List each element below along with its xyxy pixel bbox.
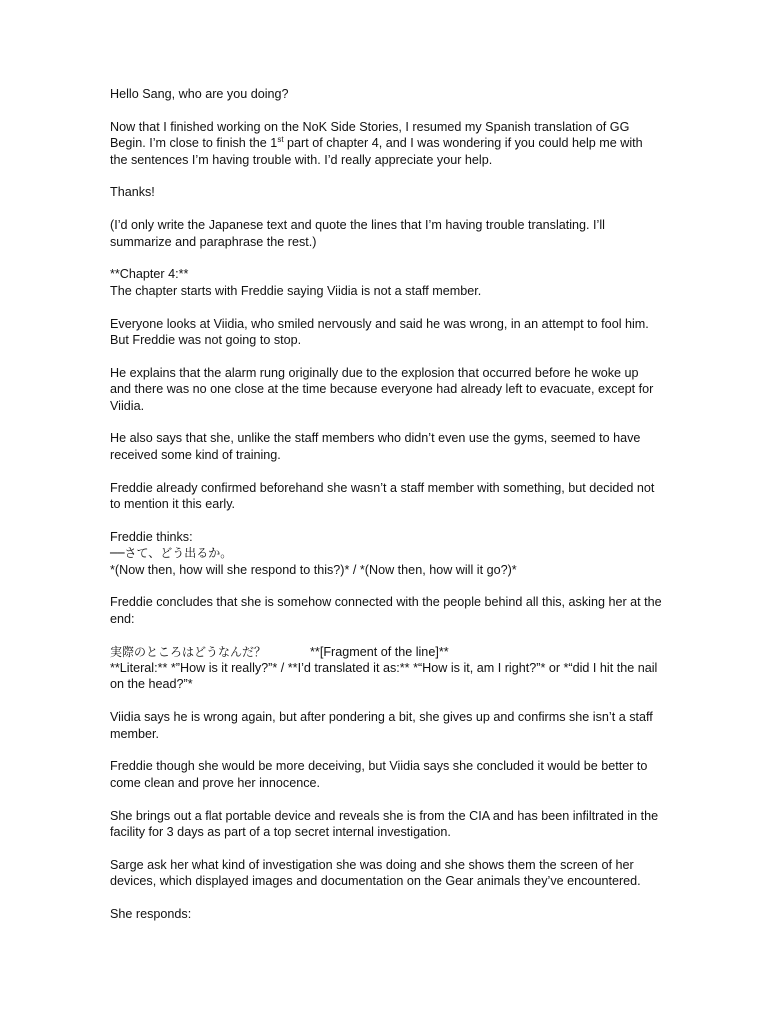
intro-paragraph	[110, 119, 662, 168]
quote-block	[110, 644, 662, 693]
thinks-japanese-line: ──さて、どう出るか。	[110, 546, 233, 561]
paragraph-alarm: He explains that the alarm rung originally due to the explosion that occurred before he woke up and there was no one close at the time because everyone had already left to evacuate, except for Viidia.	[110, 365, 654, 413]
paragraph-cia: She brings out a flat portable device and reveals she is from the CIA and has been infiltrated in the facility for 3 days as part of a top secret internal investigation.	[110, 808, 659, 840]
thinks-label: Freddie thinks:	[110, 529, 193, 544]
thanks-line: Thanks!	[110, 185, 155, 200]
responds-line: She responds:	[110, 907, 192, 922]
translation-note: (I’d only write the Japanese text and quote the lines that I’m having trouble translating. I’ll summarize and paraphrase the rest.)	[110, 218, 605, 249]
paragraph-viidia: Viidia says he is wrong again, but after pondering a bit, she gives up and confirms she isn’t a staff member.	[110, 710, 653, 741]
ordinal-superscript: st	[277, 135, 284, 145]
quote-first-line	[110, 644, 662, 660]
document-page	[110, 86, 662, 939]
chapter-heading: **Chapter 4:**	[110, 267, 189, 282]
freddie-thinks-block	[110, 529, 662, 578]
quote-fragment-label: **[Fragment of the line]**	[310, 644, 449, 659]
paragraph-sarge: Sarge ask her what kind of investigation she was doing and she shows them the screen of her devices, which displayed images and documentation on the Gear animals they’ve encountered.	[110, 857, 641, 889]
quote-japanese: 実際のところはどうなんだ？	[110, 644, 267, 659]
intro-text-part1: Now that I finished working on the NoK Side Stories, I resumed my Spanish translation of GG Begin. I’m close to finish the 1	[110, 119, 630, 151]
chapter-section	[110, 266, 662, 299]
greeting: Hello Sang, who are you doing?	[110, 87, 289, 101]
paragraph-confirmed: Freddie already confirmed beforehand she wasn’t a staff member with something, but decided not to mention it this early.	[110, 480, 655, 512]
paragraph-training: He also says that she, unlike the staff members who didn’t even use the gyms, seemed to have received some kind of training.	[110, 431, 641, 462]
paragraph-deceiving: Freddie though she would be more deceiving, but Viidia says she concluded it would be better to come clean and prove her innocence.	[110, 759, 648, 790]
quote-literal-translation: **Literal:** *”How is it really?”* / **I’d translated it as:** *“How is it, am I right?”* or *“did I hit the nail on the head?”*	[110, 661, 658, 692]
paragraph-concludes: Freddie concludes that she is somehow connected with the people behind all this, asking her at the end:	[110, 595, 662, 626]
paragraph-everyone: Everyone looks at Viidia, who smiled nervously and said he was wrong, in an attempt to fool him. But Freddie was not going to stop.	[110, 316, 649, 348]
chapter-start-text: The chapter starts with Freddie saying Viidia is not a staff member.	[110, 283, 482, 298]
thinks-translation: *(Now then, how will she respond to this?)* / *(Now then, how will it go?)*	[110, 562, 517, 577]
intro-text-part2: part of chapter 4, and I was wondering if you could help me with the sentences I’m having trouble with. I’d really appreciate your help.	[110, 136, 643, 167]
